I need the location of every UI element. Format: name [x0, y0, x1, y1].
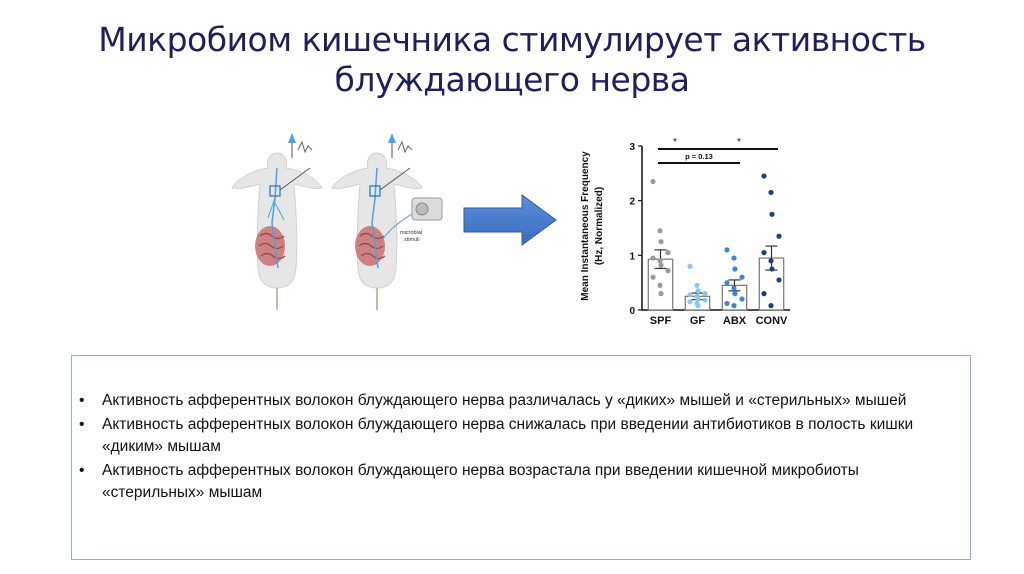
data-point-abx	[739, 296, 744, 301]
data-point-spf	[658, 291, 663, 296]
p-value-label: p = 0.13	[685, 152, 713, 161]
bullet-text-3: Активность афферентных волокон блуждающего нерва возрастала при введении кишечной микробиоты «стерильных» мышам	[102, 462, 859, 501]
data-point-gf	[687, 299, 692, 304]
y-tick-label: 3	[629, 142, 635, 153]
title-line-2: блуждающего нерва	[334, 60, 690, 99]
data-point-abx	[724, 280, 729, 285]
data-point-spf	[665, 250, 670, 255]
data-point-gf	[687, 292, 692, 297]
bullet-text-1: Активность афферентных волокон блуждающего нерва различалась у «диких» мышей и «стерильных» мышей	[102, 392, 907, 409]
data-point-spf	[657, 283, 662, 288]
y-tick-label: 0	[629, 306, 635, 317]
data-point-conv	[761, 173, 766, 178]
data-point-gf	[695, 296, 700, 301]
data-point-abx	[731, 303, 736, 308]
data-point-spf	[665, 268, 670, 273]
summary-box	[71, 355, 971, 560]
chart-ylabel-1: Mean Instantaneous Frequency	[580, 151, 591, 301]
data-point-conv	[769, 266, 774, 271]
bullet-item-2	[72, 414, 952, 458]
data-point-conv	[768, 303, 773, 308]
mouse-illustration	[222, 128, 462, 313]
data-point-spf	[650, 255, 655, 260]
data-point-gf	[702, 298, 707, 303]
data-point-conv	[776, 234, 781, 239]
data-point-abx	[739, 275, 744, 280]
bullet-item-1	[72, 390, 952, 412]
data-point-spf	[657, 228, 662, 233]
title-line-1: Микробиом кишечника стимулирует активность	[98, 20, 926, 59]
bar-chart	[572, 118, 812, 338]
data-point-conv	[761, 250, 766, 255]
data-point-conv	[776, 277, 781, 282]
data-point-spf	[657, 258, 662, 263]
data-point-abx	[732, 291, 737, 296]
data-point-gf	[687, 264, 692, 269]
data-point-conv	[761, 291, 766, 296]
bullet-item-3	[72, 460, 952, 504]
data-point-spf	[658, 239, 663, 244]
data-point-spf	[650, 179, 655, 184]
data-point-gf	[702, 291, 707, 296]
x-tick-label: ABX	[722, 315, 747, 327]
x-tick-label: GF	[689, 315, 706, 327]
mouse-left	[232, 133, 322, 310]
x-tick-label: CONV	[755, 315, 788, 327]
x-tick-label: SPF	[649, 315, 672, 327]
bullet-marker: •	[79, 392, 85, 409]
significance-star-1: *	[673, 137, 677, 148]
data-point-conv	[768, 190, 773, 195]
data-point-abx	[731, 255, 736, 260]
y-tick-label: 1	[629, 251, 635, 263]
data-point-conv	[769, 212, 774, 217]
right-arrow	[460, 190, 560, 250]
pump-label-2: stimuli	[404, 237, 420, 243]
data-point-abx	[731, 286, 736, 291]
data-point-spf	[658, 263, 663, 268]
data-point-gf	[695, 303, 700, 308]
data-point-conv	[768, 258, 773, 263]
mouse-right	[332, 133, 442, 310]
pump-label-1: microbial	[400, 230, 423, 236]
data-point-abx	[732, 266, 737, 271]
significance-star-2: *	[737, 137, 741, 148]
slide-title	[0, 20, 1024, 100]
data-point-gf	[694, 283, 699, 288]
y-tick-label: 2	[629, 196, 635, 208]
data-point-gf	[695, 288, 700, 293]
chart-ylabel-2: (Hz, Normalized)	[594, 186, 605, 266]
data-point-abx	[724, 301, 729, 306]
bullet-text-2: Активность афферентных волокон блуждающего нерва снижалась при введении антибиотиков в полость кишки «диким» мышам	[102, 416, 914, 455]
bullet-list	[72, 390, 952, 506]
data-point-abx	[724, 247, 729, 252]
data-point-spf	[650, 275, 655, 280]
bullet-marker: •	[79, 416, 85, 433]
bullet-marker: •	[79, 462, 85, 479]
